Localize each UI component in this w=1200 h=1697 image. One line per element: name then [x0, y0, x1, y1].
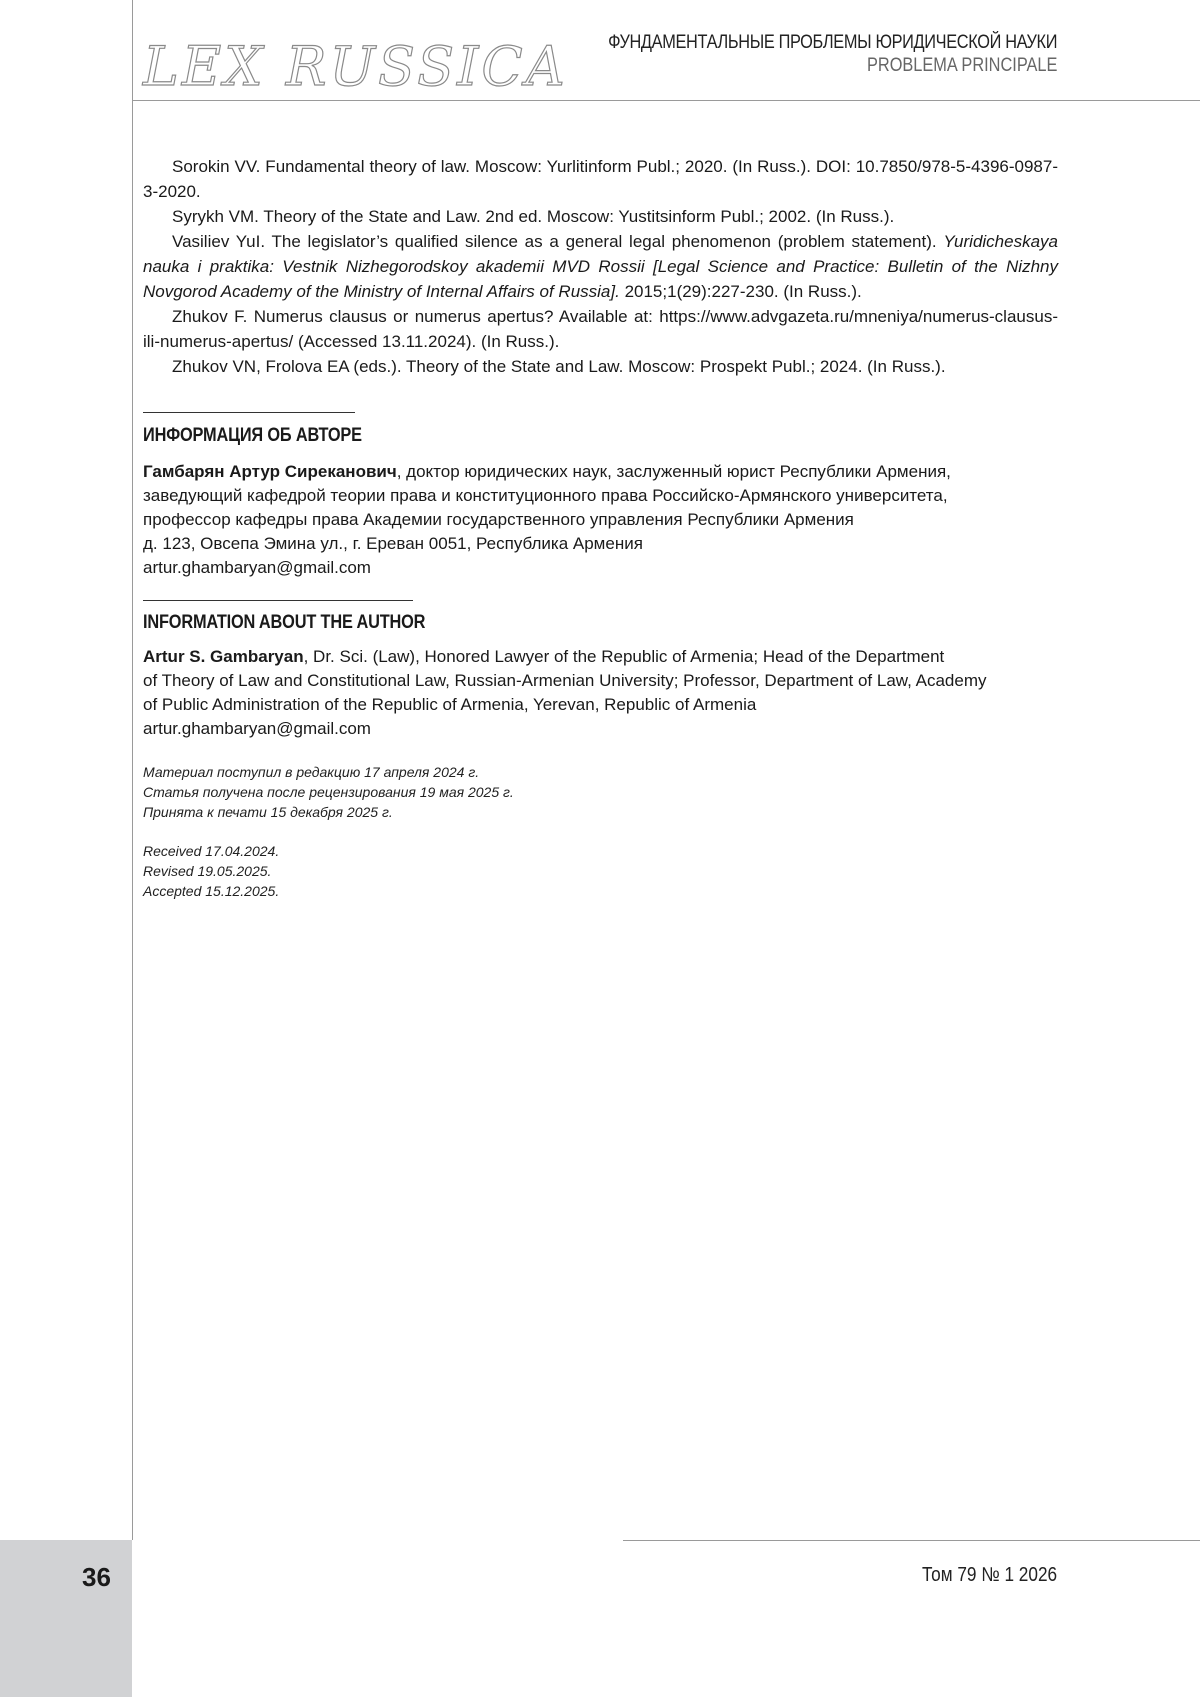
section-title-la: PROBLEMA PRINCIPALE — [866, 55, 1057, 76]
date-revised-ru: Статья получена после рецензирования 19 мая 2025 г. — [143, 784, 514, 800]
author-line: Artur S. Gambaryan, Dr. Sci. (Law), Honored Lawyer of the Republic of Armenia; Head of the Department — [143, 647, 945, 666]
author-name-en: Artur S. Gambaryan — [143, 647, 304, 666]
date-accepted-ru: Принята к печати 15 декабря 2025 г. — [143, 804, 393, 820]
journal-logo: LEX RUSSICA — [143, 35, 568, 98]
section-divider — [143, 412, 355, 413]
author-heading-en: INFORMATION ABOUT THE AUTHOR — [143, 612, 426, 633]
author-address-ru: д. 123, Овсепа Эмина ул., г. Ереван 0051, Республика Армения — [143, 534, 643, 553]
reference-item: Syrykh VM. Theory of the State and Law. 2nd ed. Moscow: Yustitsinform Publ.; 2002. (In Russ.). — [172, 207, 895, 226]
section-divider — [143, 600, 413, 601]
author-line: профессор кафедры права Академии государственного управления Республики Армения — [143, 510, 854, 529]
author-line: of Theory of Law and Constitutional Law, Russian-Armenian University; Professor, Department of Law, Academy — [143, 671, 987, 690]
author-heading-ru: ИНФОРМАЦИЯ ОБ АВТОРЕ — [143, 425, 362, 446]
author-line: of Public Administration of the Republic of Armenia, Yerevan, Republic of Armenia — [143, 695, 757, 714]
section-title-ru: ФУНДАМЕНТАЛЬНЫЕ ПРОБЛЕМЫ ЮРИДИЧЕСКОЙ НАУКИ — [607, 32, 1057, 53]
reference-item: Zhukov VN, Frolova EA (eds.). Theory of the State and Law. Moscow: Prospekt Publ.; 2024. (In Russ.). — [172, 357, 946, 376]
date-received-en: Received 17.04.2024. — [143, 843, 280, 859]
left-margin-rule — [132, 0, 133, 1540]
author-name-ru: Гамбарян Артур Сирeканович — [143, 462, 397, 481]
footer-page-block — [0, 1540, 132, 1697]
reference-item: Zhukov F. Numerus clausus or numerus apertus? Available at: https://www.advgazeta.ru/mneniya/numerus-clausus-ili-numerus-apertus/ (Accessed 13.11.2024). (In Russ.). — [143, 307, 1058, 351]
footer-rule — [623, 1540, 1200, 1541]
author-line: Гамбарян Артур Сирeканович, доктор юридических наук, заслуженный юрист Республики Армения, — [143, 462, 951, 481]
page-content — [143, 154, 1058, 901]
reference-item: Sorokin VV. Fundamental theory of law. Moscow: Yurlitinform Publ.; 2020. (In Russ.). DOI: 10.7850/978-5-4396-0987-3-2020. — [143, 157, 1058, 201]
date-accepted-en: Accepted 15.12.2025. — [143, 883, 280, 899]
reference-item: Vasiliev YuI. The legislator’s qualified silence as a general legal phenomenon (problem statement). Yuridicheskaya nauka i praktika: Vestnik Nizhegorodskoy akademii MVD Rossii [Legal Science and Practice: Bulletin of the Nizhny Novgorod Academy of the Ministry of Internal Affairs of Russia]. 2015;1(29):227-230. (In Russ.). — [143, 232, 1058, 301]
issue-info: Том 79 № 1 2026 — [921, 1564, 1057, 1586]
reference-list — [143, 154, 1058, 379]
author-email-ru[interactable]: artur.ghambaryan@gmail.com — [143, 558, 371, 577]
submission-dates-ru — [143, 762, 1058, 822]
author-info-ru — [143, 425, 1058, 580]
page-number: 36 — [82, 1562, 111, 1592]
author-email-en[interactable]: artur.ghambaryan@gmail.com — [143, 719, 371, 738]
date-received-ru: Материал поступил в редакцию 17 апреля 2024 г. — [143, 764, 480, 780]
header-rule — [132, 100, 1200, 101]
author-info-en — [143, 612, 1058, 741]
submission-dates-en — [143, 841, 1058, 901]
author-line: заведующий кафедрой теории права и конституционного права Российско-Армянского университета, — [143, 486, 948, 505]
date-revised-en: Revised 19.05.2025. — [143, 863, 272, 879]
